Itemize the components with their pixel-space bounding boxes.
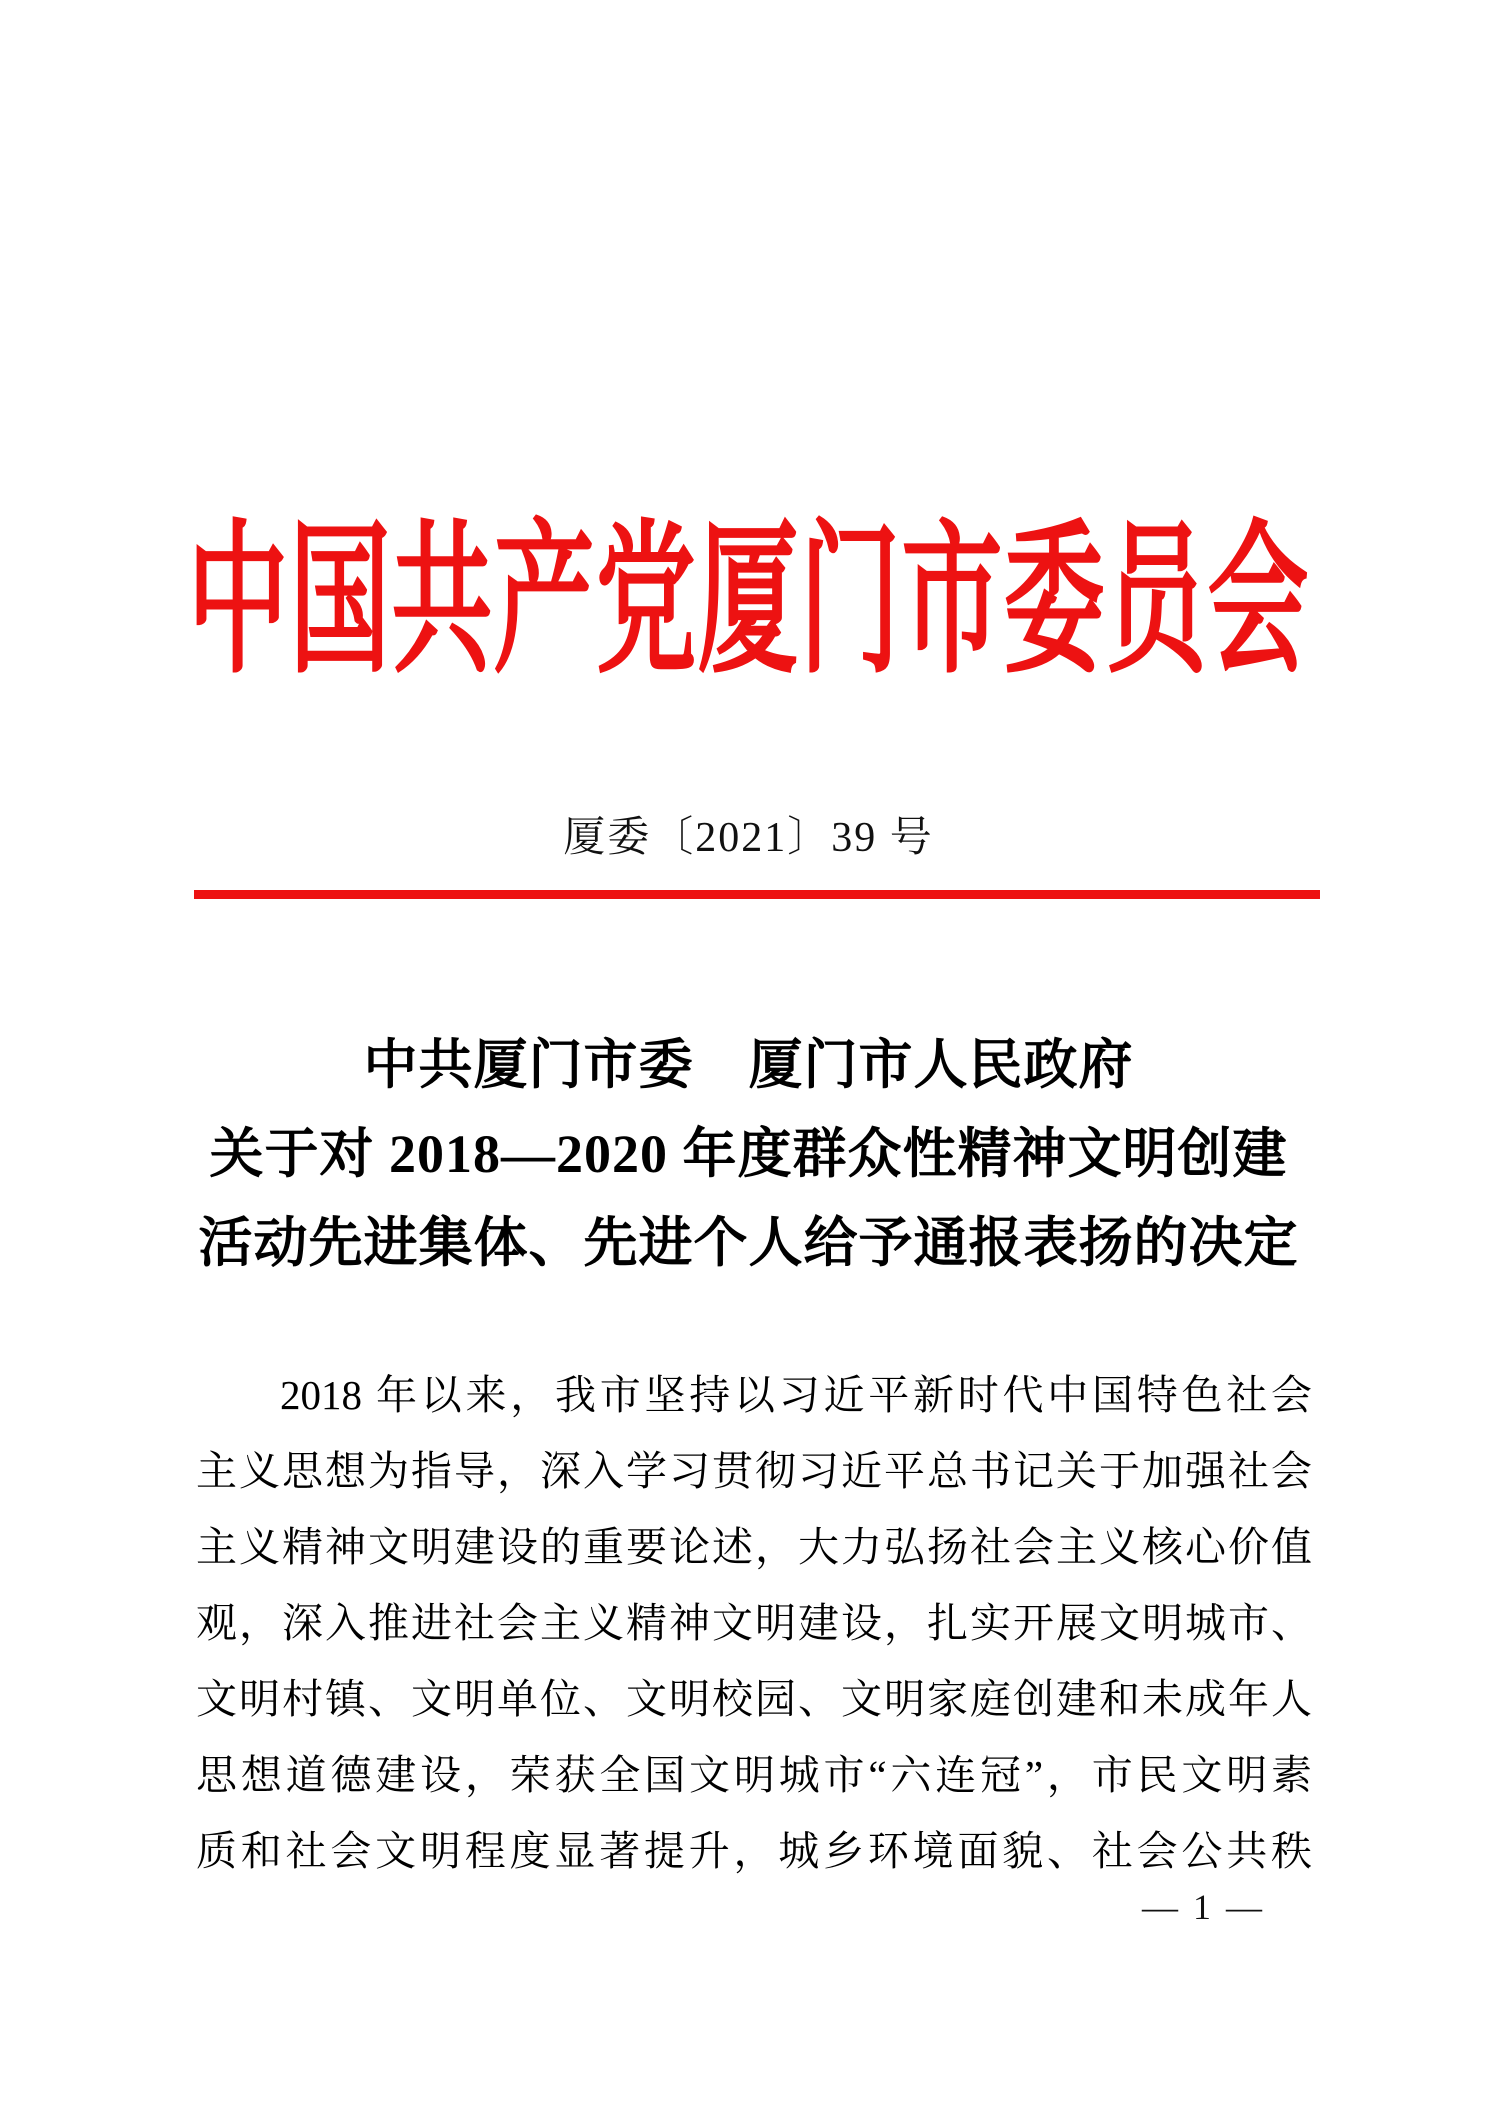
- document-title-line-1: 中共厦门市委 厦门市人民政府: [363, 1035, 1134, 1095]
- document-title-line-3: 活动先进集体、先进个人给予通报表扬的决定: [198, 1213, 1299, 1273]
- body-line-5: 文明村镇、文明单位、文明校园、文明家庭创建和未成年人: [196, 1676, 1312, 1722]
- body-line-4: 观，深入推进社会主义精神文明建设，扎实开展文明城市、: [196, 1600, 1312, 1646]
- issuing-org-title: 中国共产党厦门市委员会: [187, 509, 1310, 693]
- red-divider-line: [194, 890, 1320, 899]
- red-header: [0, 509, 1497, 693]
- body-line-3: 主义精神文明建设的重要论述，大力弘扬社会主义核心价值: [196, 1524, 1312, 1570]
- body-line-2: 主义思想为指导，深入学习贯彻习近平总书记关于加强社会: [196, 1448, 1312, 1494]
- document-title-line-2: 关于对 2018—2020 年度群众性精神文明创建: [209, 1124, 1288, 1184]
- document-title: [0, 1021, 1497, 1288]
- document-number: 厦委〔2021〕39 号: [563, 815, 934, 861]
- document-body: [196, 1357, 1312, 1889]
- body-line-7: 质和社会文明程度显著提升，城乡环境面貌、社会公共秩: [196, 1828, 1312, 1874]
- body-line-1: 2018 年以来，我市坚持以习近平新时代中国特色社会: [280, 1372, 1312, 1418]
- page-number: — 1 —: [1142, 1887, 1265, 1927]
- body-line-6: 思想道德建设，荣获全国文明城市“六连冠”，市民文明素: [196, 1752, 1312, 1798]
